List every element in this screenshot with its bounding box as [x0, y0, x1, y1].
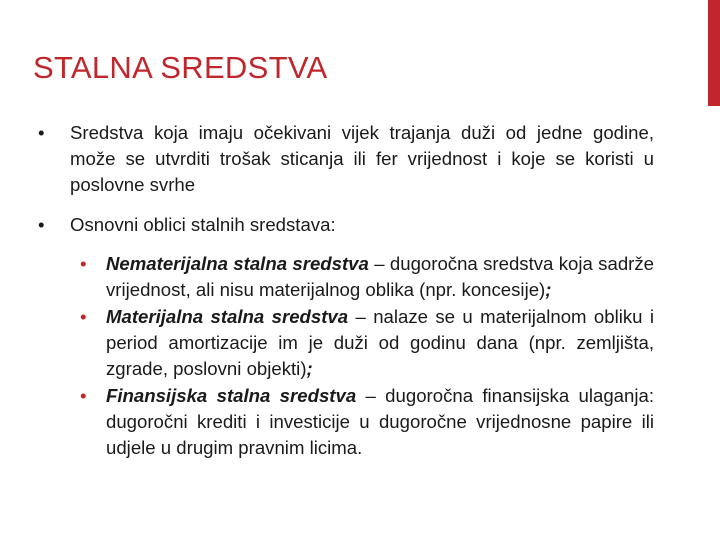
sub-bullet-list — [36, 251, 654, 461]
bullet-text: Osnovni oblici stalnih sredstava: — [70, 214, 336, 235]
sub-bullet-term: Materijalna stalna sredstva — [106, 306, 349, 327]
sub-bullet-dot-icon: • — [80, 306, 87, 327]
sub-bullet-nematerijalna — [36, 251, 654, 303]
slide-content — [36, 120, 654, 462]
bullet-item-definition — [36, 120, 654, 198]
slide-title: STALNA SREDSTVA — [33, 50, 328, 85]
bullet-text: Sredstva koja imaju očekivani vijek trajanja duži od jedne godine, može se utvrditi trošak sticanja ili fer vrijednost i koje se koristi u poslovne svrhe — [70, 122, 654, 195]
sub-bullet-term: Finansijska stalna sredstva — [106, 385, 357, 406]
sub-bullet-end: ; — [306, 358, 313, 379]
bullet-dot-icon: • — [38, 122, 45, 143]
sub-bullet-text: – nalaze se u materijalnom obliku i period amortizacije im je duži od godinu dana (npr. zemljišta, zgrade, poslovni objekti) — [106, 306, 655, 379]
sub-bullet-dot-icon: • — [80, 253, 87, 274]
bullet-dot-icon: • — [38, 214, 45, 235]
sub-bullet-dot-icon: • — [80, 385, 87, 406]
sub-bullet-text: – dugoročna finansijska ulaganja: dugoročni krediti i investicije u dugoročne vrijednosne papire ili udjele u drugim pravnim licima. — [106, 385, 654, 458]
bullet-item-forms — [36, 212, 654, 238]
sub-bullet-text: – dugoročna sredstva koja sadrže vrijednost, ali nisu materijalnog oblika (npr. koncesije) — [106, 253, 654, 300]
accent-bar — [708, 0, 720, 106]
sub-bullet-end: ; — [545, 279, 552, 300]
sub-bullet-materijalna — [36, 304, 654, 382]
sub-bullet-term: Nematerijalna stalna sredstva — [106, 253, 369, 274]
sub-bullet-finansijska — [36, 383, 654, 461]
